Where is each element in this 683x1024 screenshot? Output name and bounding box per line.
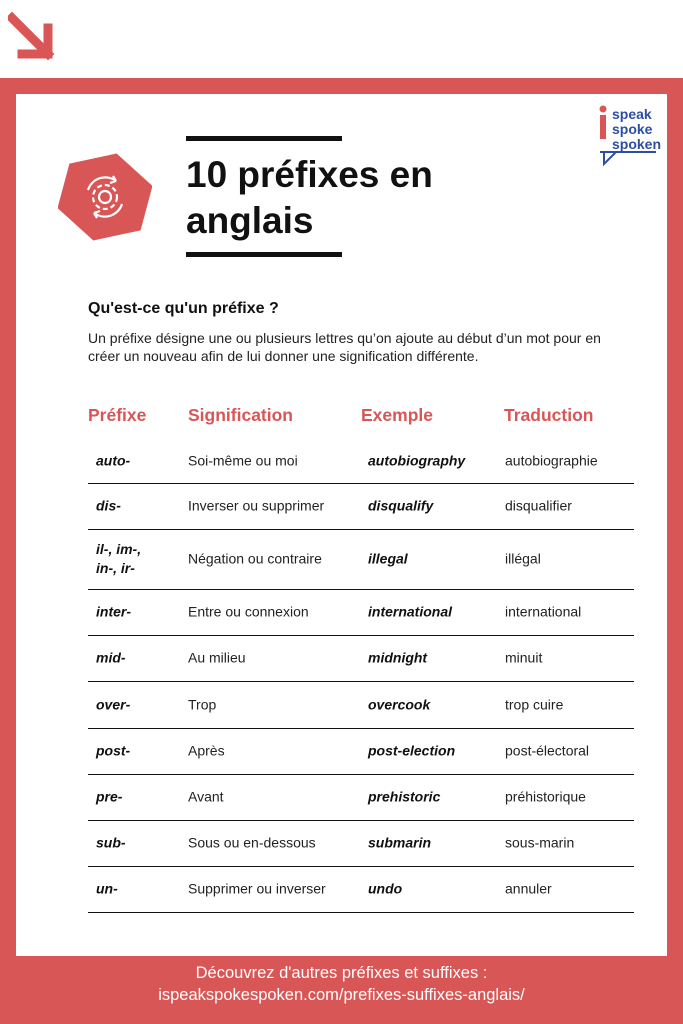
title-line-1: 10 préfixes en (186, 154, 433, 195)
table-row (88, 728, 634, 775)
arrow-down-right-icon (8, 8, 68, 68)
table-row (88, 438, 634, 484)
header-example: Exemple (361, 405, 433, 425)
cell-meaning: Sous ou en-dessous (188, 834, 316, 851)
table-row (88, 635, 634, 682)
cell-translation: autobiographie (505, 452, 598, 468)
gear-refresh-icon (58, 150, 152, 244)
cell-example: post-election (368, 742, 456, 759)
header-prefix: Préfixe (88, 405, 147, 425)
cell-example: autobiography (368, 452, 466, 468)
cell-example: disqualify (368, 497, 434, 514)
table-row (88, 483, 634, 530)
footer-link[interactable]: ispeakspokespoken.com/prefixes-suffixes-anglais/ (158, 986, 525, 1004)
table-row (88, 529, 634, 590)
cell-translation: illégal (505, 550, 541, 567)
intro-question: Qu'est-ce qu'un préfixe ? (88, 300, 279, 317)
cell-translation: international (505, 603, 582, 620)
title-top-rule (186, 136, 342, 141)
cell-prefix: over- (96, 696, 131, 712)
header-translation: Traduction (504, 405, 594, 425)
table-row (88, 774, 634, 821)
table-row (88, 820, 634, 867)
cell-prefix: dis- (96, 497, 121, 514)
cell-prefix: post- (96, 742, 131, 759)
cell-meaning: Au milieu (188, 649, 246, 666)
page-title (186, 152, 486, 244)
logo-line-spoke: spoke (612, 121, 653, 137)
cell-prefix: sub- (96, 834, 126, 851)
cell-translation: sous-marin (505, 834, 575, 851)
cell-translation: trop cuire (505, 696, 564, 712)
logo-line-speak: speak (612, 106, 652, 122)
cell-meaning: Avant (188, 788, 224, 805)
table-row (88, 589, 634, 636)
footer-text: Découvrez d'autres préfixes et suffixes : (195, 964, 488, 982)
cell-translation: minuit (505, 649, 543, 666)
title-line-2: anglais (186, 200, 314, 241)
cell-meaning: Entre ou connexion (188, 603, 309, 620)
cell-example: international (368, 603, 453, 620)
cell-prefix: mid- (96, 649, 126, 666)
cell-translation: disqualifier (505, 497, 572, 514)
cell-meaning: Inverser ou supprimer (188, 497, 325, 514)
table-row (88, 681, 634, 729)
cell-example: illegal (368, 550, 408, 567)
cell-example: submarin (368, 834, 432, 851)
cell-example: overcook (368, 696, 431, 712)
intro-text: Un préfixe désigne une ou plusieurs lettres qu’on ajoute au début d’un mot pour en créer un nouveau afin de lui donner une signification différente. (88, 330, 601, 364)
cell-translation: préhistorique (505, 788, 586, 805)
cell-translation: annuler (505, 880, 552, 897)
cell-example: midnight (368, 649, 428, 666)
header-meaning: Signification (188, 405, 293, 425)
table-row (88, 866, 634, 913)
cell-translation: post-électoral (505, 742, 590, 759)
cell-meaning: Négation ou contraire (188, 550, 322, 567)
cell-meaning: Soi-même ou moi (188, 452, 298, 468)
footer (0, 962, 683, 1006)
cell-prefix: inter- (96, 603, 131, 620)
cell-prefix: pre- (96, 788, 123, 805)
logo-line-spoken: spoken (612, 136, 662, 152)
cell-meaning: Trop (188, 696, 217, 712)
title-bottom-rule (186, 252, 342, 257)
cell-prefix: un- (96, 880, 118, 897)
cell-meaning: Après (188, 742, 225, 759)
cell-prefix: il-, im-, in-, ir- (96, 541, 142, 576)
cell-example: undo (368, 880, 403, 897)
cell-prefix: auto- (96, 452, 131, 468)
cell-meaning: Supprimer ou inverser (188, 880, 326, 897)
cell-example: prehistoric (368, 788, 441, 805)
